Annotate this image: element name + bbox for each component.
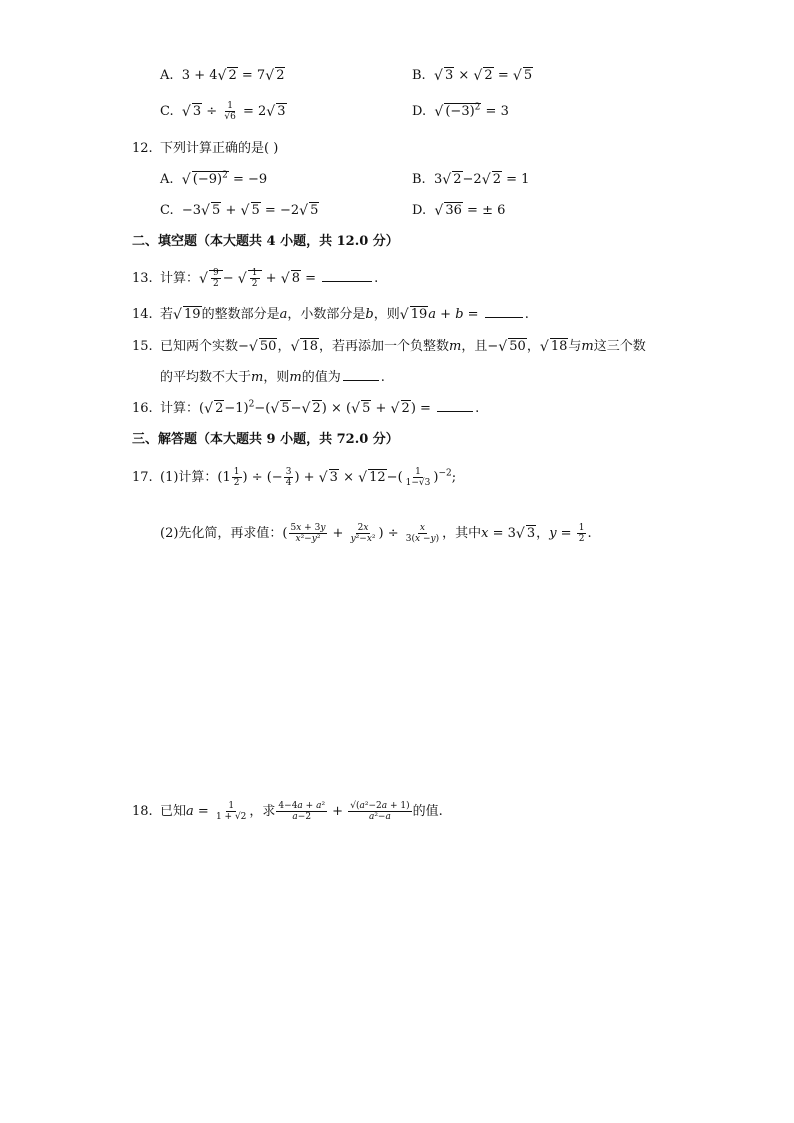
q13-text: 计算： √ $\frac{9}{2}$ − √ $\frac{1}{2}$ + √ 8 = . [160,267,378,291]
q12-stem [0,137,794,161]
q14 [0,303,794,327]
section-answers [0,428,794,452]
q12-number: 12. [132,141,153,156]
q17-number: 17. [132,470,153,485]
q18-number: 18. [132,804,153,819]
q11-option-d: D. √ $(-3)^2 = 3$ [412,100,509,124]
q17-part2 [0,522,794,546]
q15-line1 [0,335,794,359]
q16-number: 16. [132,401,153,416]
q15-text-2: 的平均数不大于m，则m的值为 . [160,366,385,390]
q12-option-d: D. √ 36 = ± 6 [412,199,505,223]
q11-option-b: B. √ 3 × √ 2 = √ 5 [412,64,533,88]
q12-options-row2 [0,199,794,223]
q12-text: 下列计算正确的是( ) [160,141,279,156]
q12-option-c: C. −3√ 5 + √ 5 = −2√ 5 [160,199,319,223]
q14-number: 14. [132,307,153,322]
q18 [0,800,794,824]
q17-part1-text: (1)计算：(1 $\frac{1}{2}$ ) ÷ (− $\frac{3}{4}$ ) + √ 3 × √ 12−( $\frac{1}{1-√3}$ )$^{-2}$; [160,466,456,490]
q16 [0,397,794,421]
section-heading-fill-in: 二、填空题（本大题共 4 小题，共 12.0 分） [132,234,399,249]
section-heading-answers: 三、解答题（本大题共 9 小题，共 72.0 分） [132,432,399,447]
q17-part1 [0,466,794,490]
q15-line2 [0,366,794,390]
q11-options-row2 [0,100,794,124]
q12-option-b: B. 3√ 2−2√ 2 = 1 [412,168,529,192]
q11-options-row1 [0,64,794,88]
q14-text: 若√ 19的整数部分是a，小数部分是b，则√ 19a + b = . [160,303,529,327]
q15-text-1: 已知两个实数−√ 50，√ 18，若再添加一个负整数m，且−√ 50，√ 18与m这三个数 [160,335,646,359]
q15-number: 15. [132,339,153,354]
q12-option-a: A. √ $(-9)^2 = -9$ [160,168,267,192]
q11-option-a: A. 3 + 4√ 2 = 7√ 2 [160,64,285,88]
q17-part2-text: (2)先化简，再求值：( $\frac{5x + 3y}{\text{x²−y²}}$ + $\frac{2x}{\text{y²−x²}}$ ) ÷ $\frac{x}{3(x -y)}$ ，其中x = 3√ 3，y = $\frac{1}{2}$ . [160,522,592,546]
q16-text: 计算：(√ 2−1)$^2$−(√ 5−√ 2) × (√ 5 + √ 2) = . [160,397,479,421]
q12-options-row1 [0,168,794,192]
q18-text: 已知a = $\frac{1}{1 + √2}$ ，求 $\frac{\text{4−4a + a²}}{a-2}$ + $\frac{\text{√(a²−2a + 1)}}{\text{a²−a}}$ 的值. [160,801,443,822]
section-fill-in [0,230,794,254]
q13-number: 13. [132,271,153,286]
q13 [0,267,794,291]
q11-option-c: C. √ 3 ÷ $\frac{1}{√6}$ = 2√ 3 [160,100,287,124]
